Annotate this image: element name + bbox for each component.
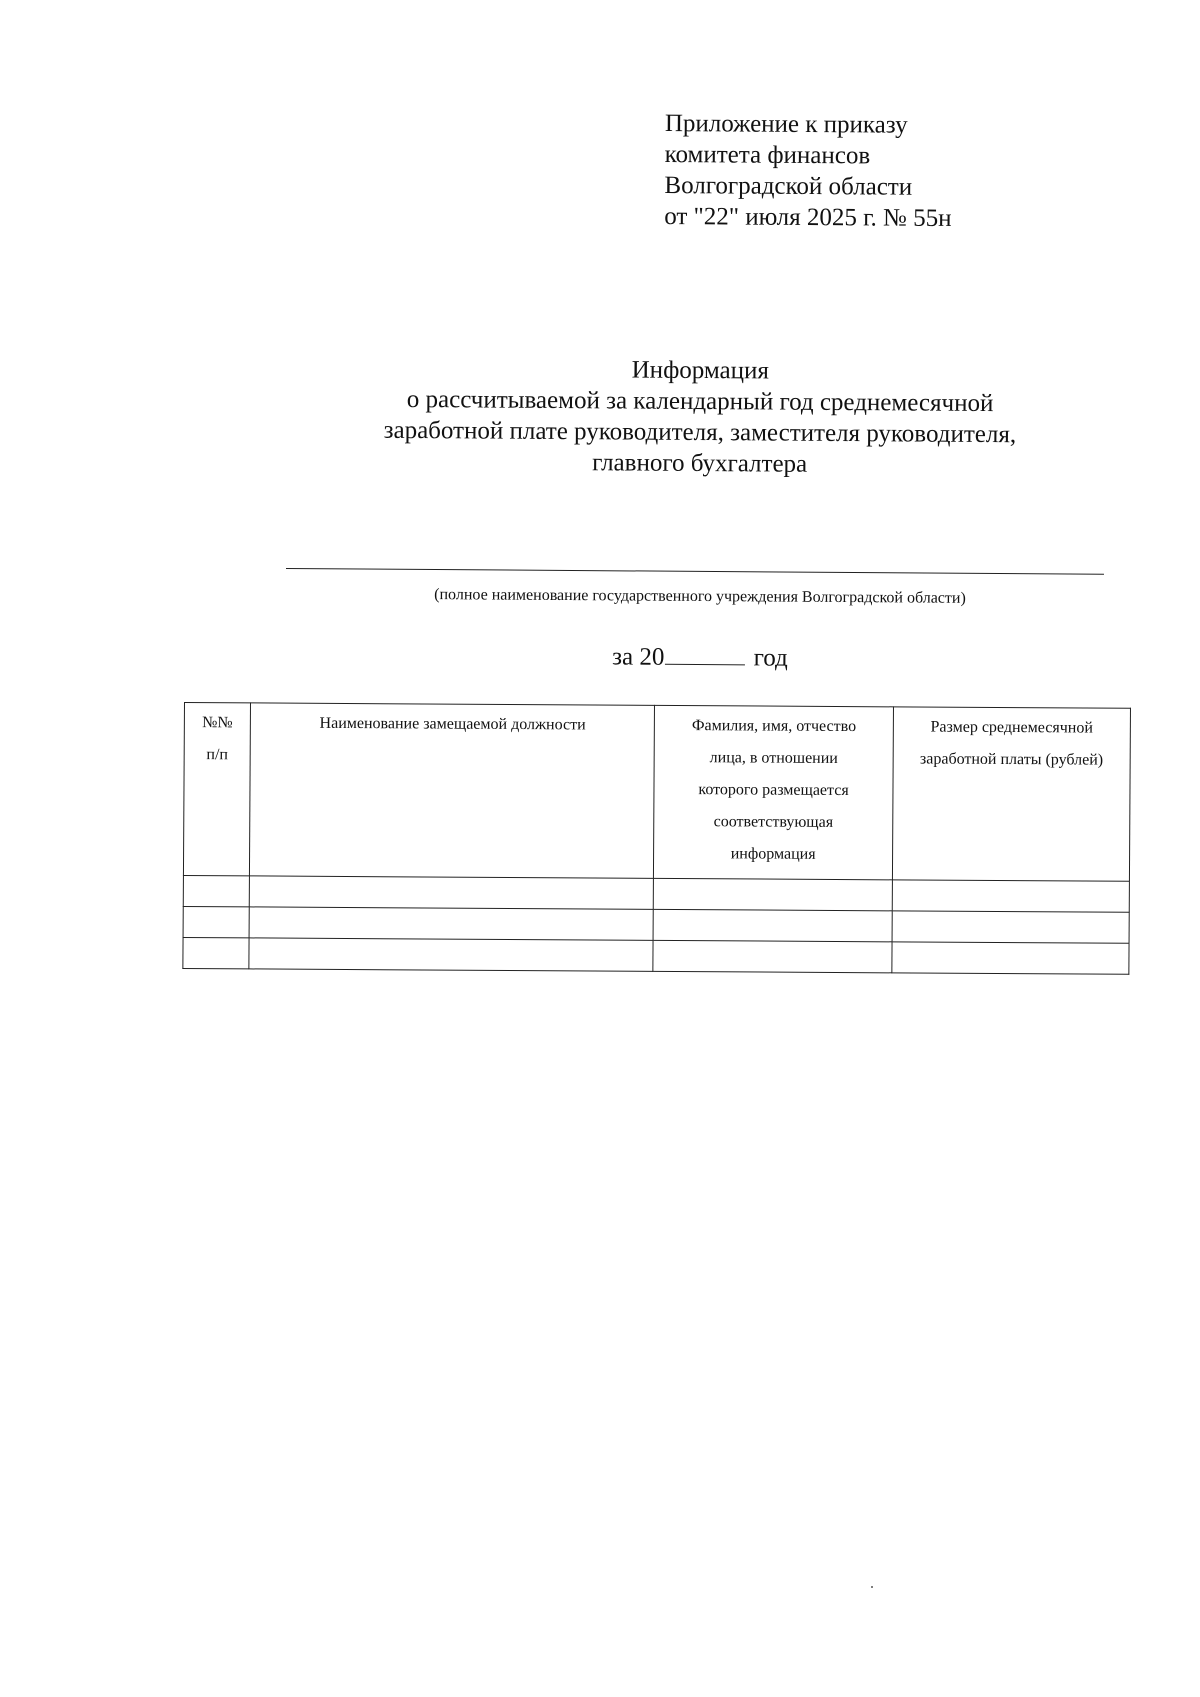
- header-salary-line: заработной платы (рублей): [919, 750, 1104, 769]
- approval-line: Волгоградской области: [664, 171, 913, 201]
- document-title: [300, 352, 1101, 482]
- header-full-name-line: лица, в отношении: [709, 749, 838, 767]
- organization-name-blank: [286, 568, 1104, 575]
- table-cell[interactable]: [892, 942, 1129, 974]
- title-line: главного бухгалтера: [592, 449, 808, 478]
- table-cell[interactable]: [654, 878, 892, 910]
- approval-line: Приложение к приказу: [664, 109, 908, 139]
- organization-caption: (полное наименование государственного учреждения Волгоградской области): [434, 586, 966, 607]
- approval-line: комитета финансов: [664, 140, 871, 170]
- salary-table-wrapper: [182, 702, 1131, 975]
- table-cell[interactable]: [654, 909, 892, 941]
- year-prefix: за 20: [612, 643, 665, 671]
- table-cell[interactable]: [249, 907, 654, 940]
- header-salary-line: Размер среднемесячной: [930, 718, 1093, 737]
- approval-date-line: от "22" июля 2025 г. № 55н: [664, 202, 952, 233]
- table-cell[interactable]: [183, 937, 249, 968]
- salary-table: [182, 702, 1131, 975]
- header-number-line: №№: [202, 714, 233, 732]
- approval-stamp: [664, 108, 952, 234]
- table-cell[interactable]: [183, 906, 249, 937]
- header-full-name-line: Фамилия, имя, отчество: [691, 717, 857, 736]
- header-salary: [892, 707, 1130, 881]
- table-row: [183, 937, 1129, 974]
- header-position-label: Наименование замещаемой должности: [319, 714, 586, 734]
- year-line: [300, 639, 1100, 675]
- header-position: [250, 703, 655, 878]
- table-cell[interactable]: [653, 940, 891, 972]
- header-number-line: п/п: [206, 746, 229, 764]
- table-cell[interactable]: [249, 876, 654, 909]
- header-full-name-line: информация: [730, 845, 816, 863]
- scan-speck: [871, 1586, 873, 1588]
- title-line: заработной плате руководителя, заместителя руководителя,: [383, 416, 1017, 449]
- table-header-row: [183, 703, 1130, 882]
- header-full-name: [654, 705, 893, 879]
- year-suffix: год: [753, 644, 788, 672]
- title-line: о рассчитываемой за календарный год среднемесячной: [406, 385, 994, 418]
- header-number: [183, 703, 250, 876]
- table-cell[interactable]: [892, 911, 1129, 943]
- year-blank: [665, 642, 745, 666]
- table-cell[interactable]: [249, 938, 654, 971]
- header-full-name-line: которого размещается: [698, 781, 849, 800]
- header-full-name-line: соответствующая: [713, 813, 834, 831]
- table-cell[interactable]: [892, 880, 1129, 912]
- table-cell[interactable]: [183, 875, 249, 906]
- title-line: Информация: [631, 356, 770, 385]
